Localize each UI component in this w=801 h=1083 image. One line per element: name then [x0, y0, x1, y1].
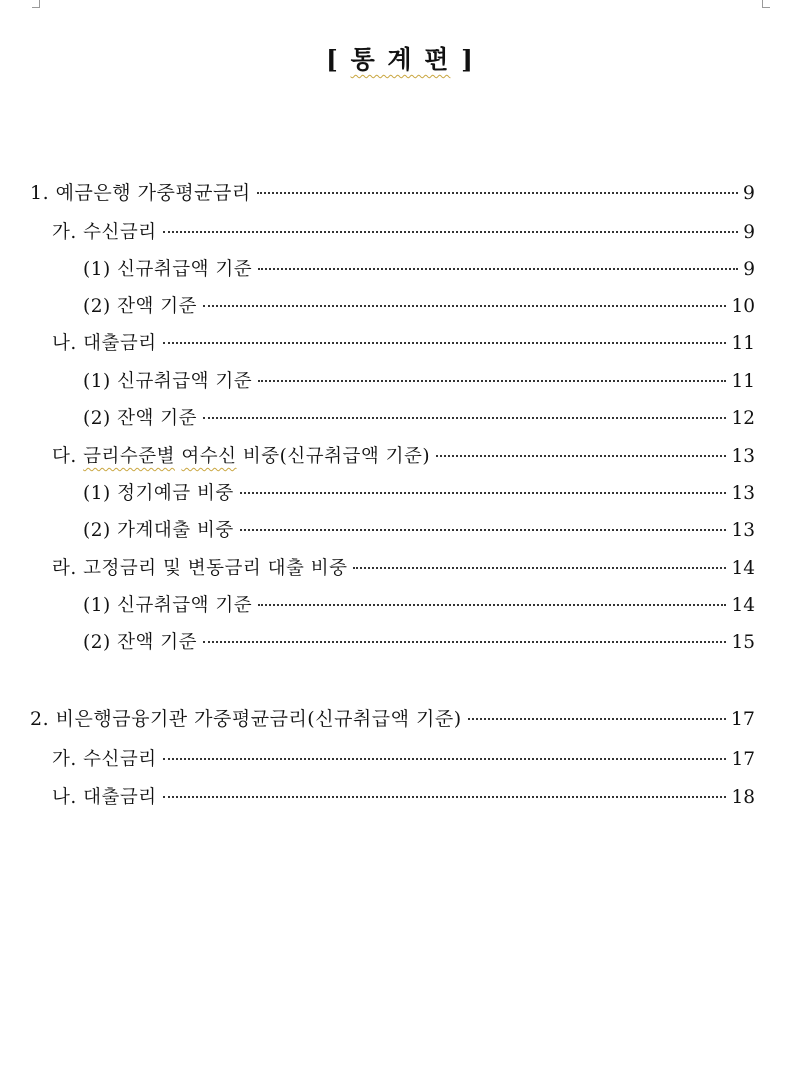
toc-entry-label: (1) 신규취급액 기준 — [83, 259, 253, 280]
toc-entry-label: (2) 잔액 기준 — [83, 408, 197, 429]
toc-page-number: 13 — [731, 483, 755, 504]
toc-entry-1-na[interactable] — [52, 332, 755, 356]
toc-dot-leader — [258, 380, 726, 382]
toc-page-number: 9 — [742, 182, 755, 204]
toc-dot-leader — [163, 796, 727, 798]
toc-page-number: 11 — [731, 333, 755, 354]
toc-page-number: 15 — [731, 632, 755, 653]
toc-entry-1-ga[interactable] — [52, 221, 755, 245]
toc-dot-leader — [353, 567, 726, 569]
toc-label-marked-word: 금리수준별 — [83, 446, 175, 467]
title-bracket-open: [ — [326, 45, 340, 74]
toc-dot-leader — [258, 604, 726, 606]
toc-entry-2-ga[interactable] — [52, 748, 755, 772]
toc-entry-label: 2. 비은행금융기관 가중평균금리(신규취급액 기준) — [30, 708, 462, 730]
toc-page-number: 13 — [731, 446, 755, 467]
toc-entry-label: 가. 수신금리 — [52, 222, 157, 243]
toc-entry-label: 라. 고정금리 및 변동금리 대출 비중 — [52, 558, 348, 579]
toc-entry-1-da-2[interactable] — [83, 519, 755, 543]
toc-entry-1-da[interactable] — [52, 445, 755, 469]
toc-dot-leader — [436, 455, 726, 457]
toc-entry-1-ga-1[interactable] — [83, 258, 755, 282]
toc-entry-label: (1) 신규취급액 기준 — [83, 371, 253, 392]
toc-entry-label: (1) 신규취급액 기준 — [83, 595, 253, 616]
toc-entry-label — [52, 445, 430, 469]
toc-page-number: 17 — [730, 708, 755, 730]
toc-entry-label: (1) 정기예금 비중 — [83, 483, 234, 504]
toc-entry-1-ra-2[interactable] — [83, 631, 755, 655]
toc-dot-leader — [203, 417, 727, 419]
toc-dot-leader — [240, 529, 727, 531]
toc-entry-1-ra[interactable] — [52, 557, 755, 581]
toc-label-prefix: 다. — [52, 446, 84, 467]
toc-dot-leader — [163, 231, 739, 233]
toc-entry-1-ga-2[interactable] — [83, 295, 755, 319]
toc-dot-leader — [203, 641, 727, 643]
toc-entry-1[interactable] — [30, 181, 755, 205]
toc-page-number: 14 — [731, 595, 755, 616]
toc-page-number: 9 — [743, 259, 755, 280]
toc-entry-1-da-1[interactable] — [83, 482, 755, 506]
toc-dot-leader — [203, 305, 727, 307]
toc-dot-leader — [468, 718, 726, 720]
toc-dot-leader — [257, 192, 738, 194]
toc-entry-label: 나. 대출금리 — [52, 787, 157, 808]
toc-entry-1-ra-1[interactable] — [83, 594, 755, 618]
toc-page-number: 11 — [731, 371, 755, 392]
toc-dot-leader — [163, 342, 727, 344]
toc-entry-1-na-2[interactable] — [83, 407, 755, 431]
toc-entry-label: (2) 잔액 기준 — [83, 632, 197, 653]
toc-dot-leader — [258, 268, 738, 270]
toc-entry-1-na-1[interactable] — [83, 370, 755, 394]
toc-label-marked-word: 여수신 — [181, 446, 237, 467]
toc-page-number: 13 — [731, 520, 755, 541]
toc-page-number: 17 — [731, 749, 755, 770]
title-text: 통 계 편 — [350, 45, 451, 74]
toc-entry-2[interactable] — [30, 707, 755, 731]
toc-entry-2-na[interactable] — [52, 786, 755, 810]
toc-label-suffix: 비중(신규취급액 기준) — [236, 446, 431, 467]
toc-entry-label: 가. 수신금리 — [52, 749, 157, 770]
toc-entry-label: 나. 대출금리 — [52, 333, 157, 354]
toc-entry-label: (2) 잔액 기준 — [83, 296, 197, 317]
title-bracket-close: ] — [461, 45, 475, 74]
toc-page-number: 9 — [743, 222, 755, 243]
toc-dot-leader — [163, 758, 727, 760]
toc-page-number: 12 — [731, 408, 755, 429]
toc-entry-label: (2) 가계대출 비중 — [83, 520, 234, 541]
toc-entry-label: 1. 예금은행 가중평균금리 — [30, 182, 251, 204]
toc-page-number: 18 — [731, 787, 755, 808]
toc-page-number: 14 — [731, 558, 755, 579]
toc-dot-leader — [240, 492, 727, 494]
toc-page-number: 10 — [731, 296, 755, 317]
